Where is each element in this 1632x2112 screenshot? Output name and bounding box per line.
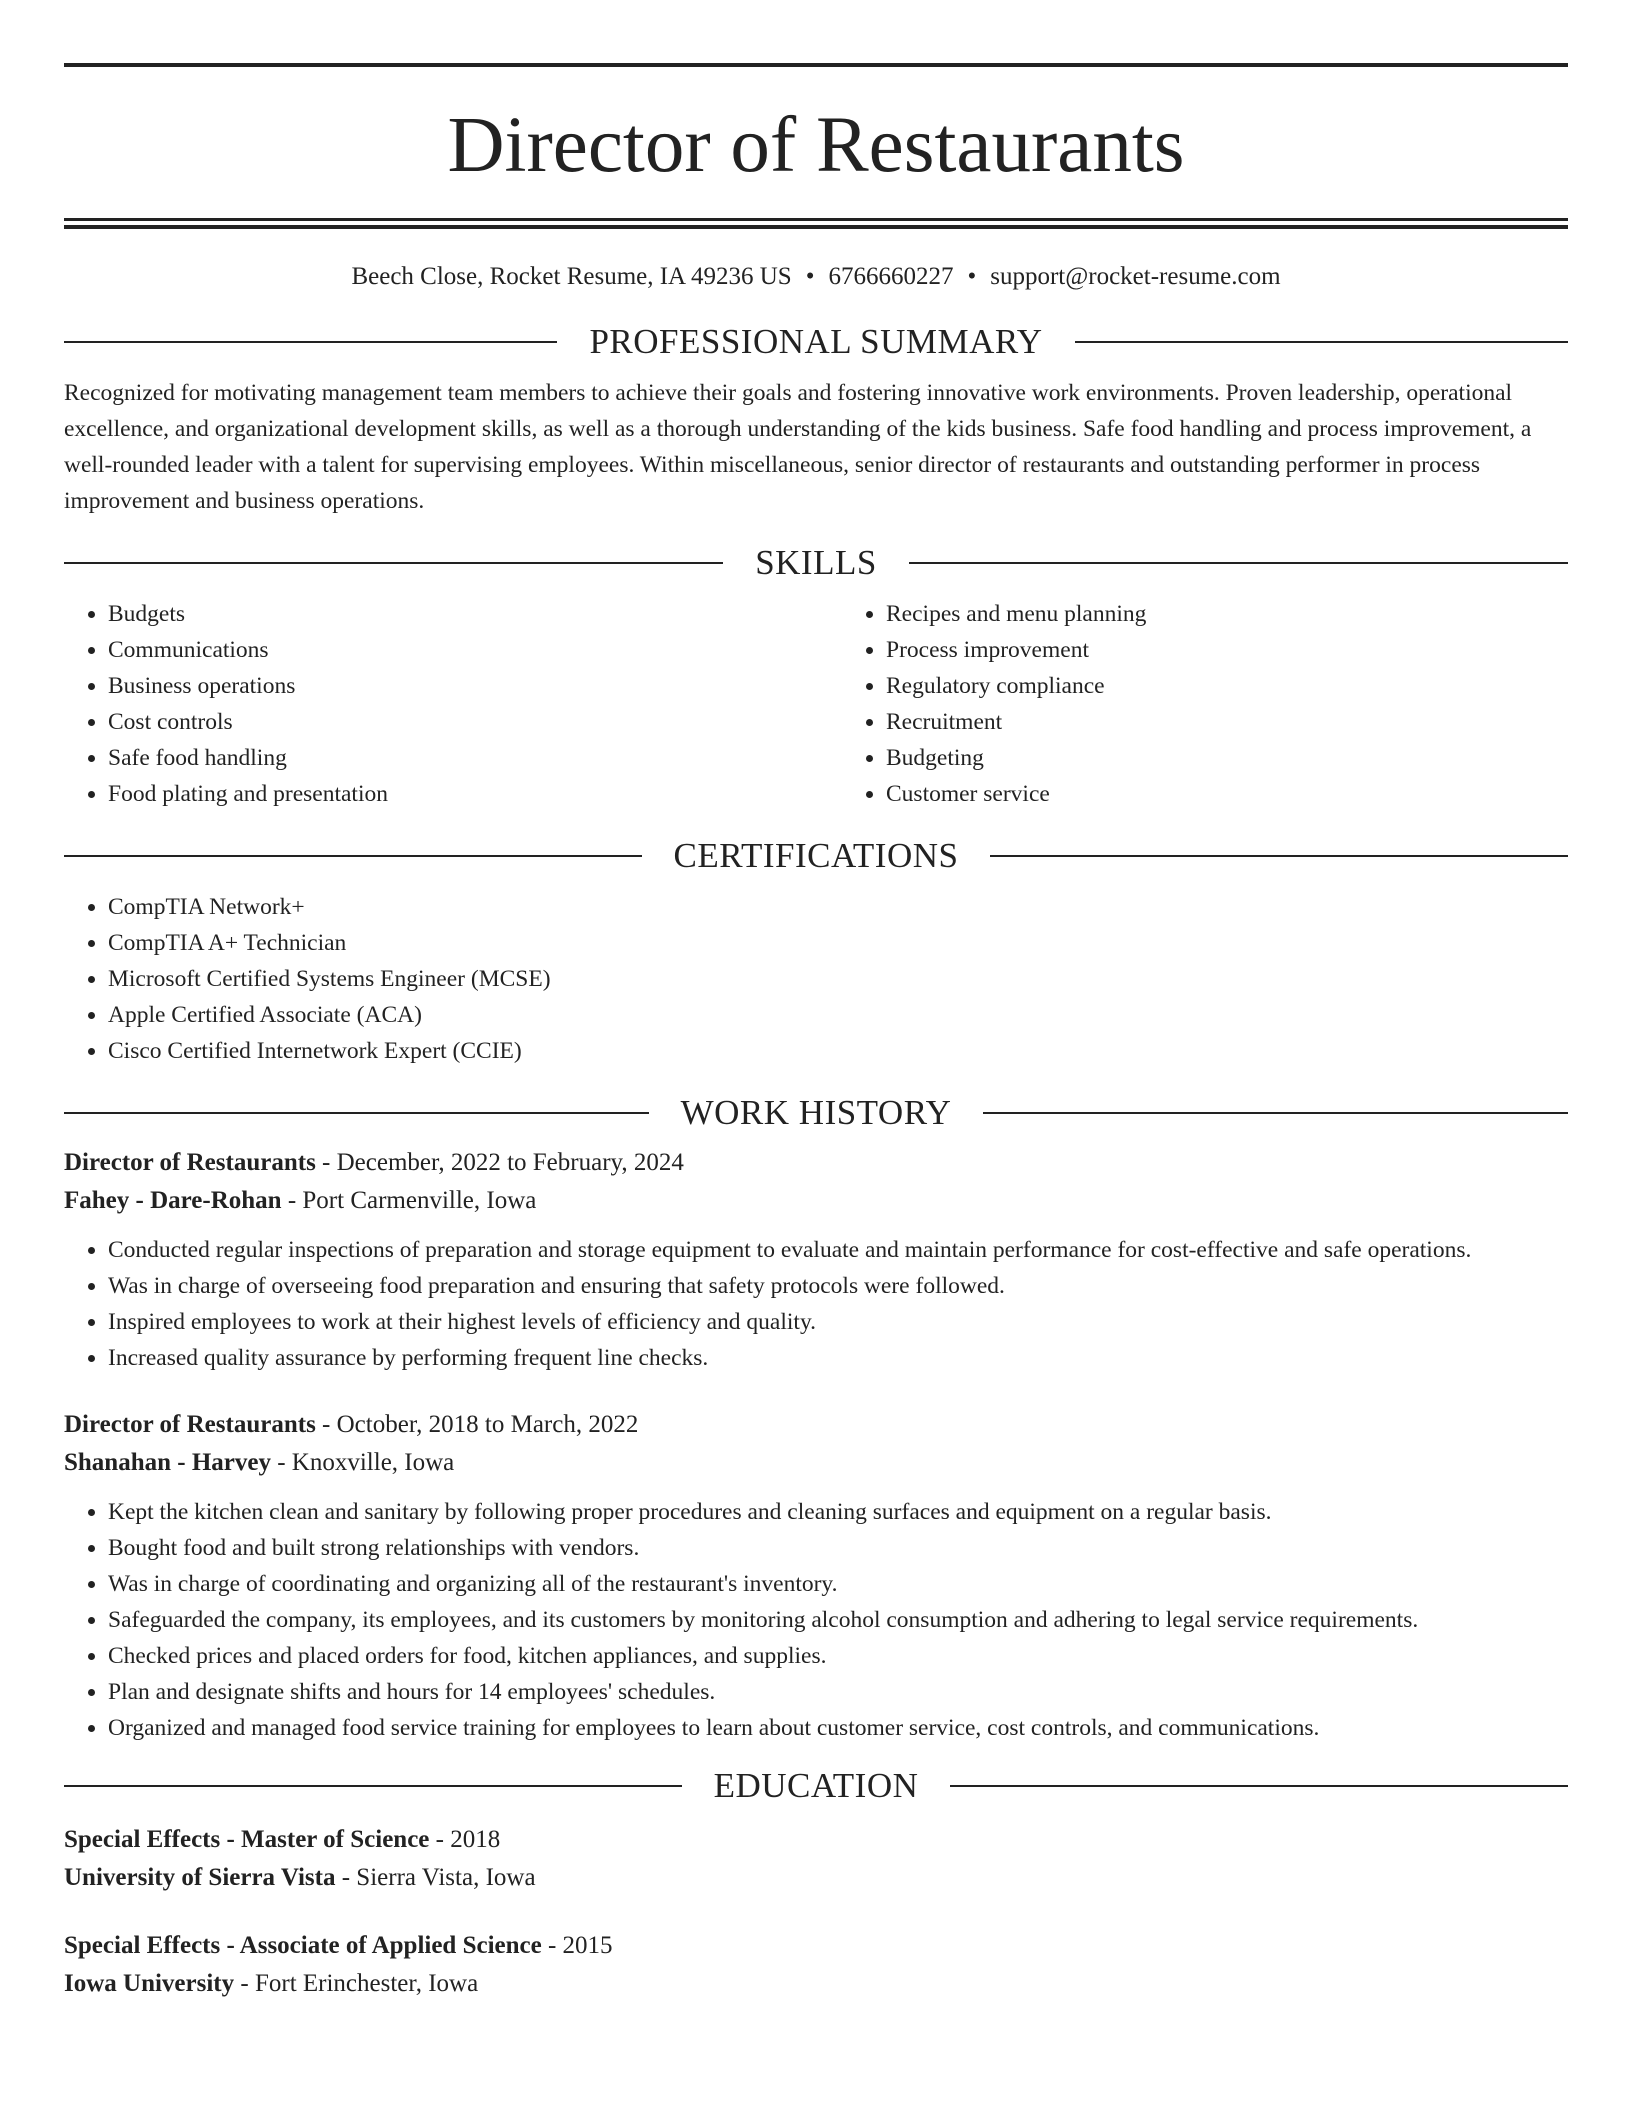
page-title: Director of Restaurants — [447, 102, 1185, 189]
job-company: Shanahan - Harvey — [64, 1449, 271, 1476]
education-year: - 2018 — [429, 1826, 501, 1853]
job-bullet: • Plan and designate shifts and hours for 14 employees' schedules. — [108, 1674, 1568, 1710]
contact-phone: 6766660227 — [828, 263, 954, 290]
job-bullet: • Safeguarded the company, its employees, and its customers by monitoring alcohol consumption and adhering to legal service requirements. — [108, 1602, 1568, 1638]
job-title: Director of Restaurants — [64, 1149, 316, 1176]
job-bullets — [64, 1494, 1568, 1746]
section-heading-skills — [64, 545, 1568, 580]
certification-item: • CompTIA A+ Technician — [108, 925, 1568, 961]
section-title: SKILLS — [755, 543, 877, 582]
job-bullet: • Increased quality assurance by performing frequent line checks. — [108, 1340, 1568, 1376]
contact-separator: • — [805, 263, 815, 290]
job-bullet: • Kept the kitchen clean and sanitary by following proper procedures and cleaning surfaces and equipment on a regular basis. — [108, 1494, 1568, 1530]
heading-rule — [64, 341, 557, 343]
certification-item: • Microsoft Certified Systems Engineer (MCSE) — [108, 961, 1568, 997]
job-bullet: • Checked prices and placed orders for food, kitchen appliances, and supplies. — [108, 1638, 1568, 1674]
education-degree: Special Effects - Associate of Applied Science — [64, 1932, 542, 1959]
section-heading-education — [64, 1768, 1568, 1803]
heading-rule — [990, 855, 1568, 857]
contact-address: Beech Close, Rocket Resume, IA 49236 US — [351, 263, 792, 290]
job-company-line — [64, 1444, 1568, 1482]
job-title-line — [64, 1144, 1568, 1182]
contact-separator: • — [967, 263, 977, 290]
education-degree-line — [64, 1821, 1568, 1859]
section-title: CERTIFICATIONS — [673, 836, 959, 875]
section-heading-work-history — [64, 1095, 1568, 1130]
job-title-line — [64, 1406, 1568, 1444]
job-location: - Port Carmenville, Iowa — [281, 1187, 537, 1214]
job-bullet: • Was in charge of coordinating and organizing all of the restaurant's inventory. — [108, 1566, 1568, 1602]
contact-email: support@rocket-resume.com — [990, 263, 1281, 290]
certification-item: • CompTIA Network+ — [108, 889, 1568, 925]
skill-item: • Budgeting — [886, 740, 1568, 776]
skills-column-right — [816, 596, 1568, 812]
education-degree: Special Effects - Master of Science — [64, 1826, 430, 1853]
education-school: University of Sierra Vista — [64, 1864, 336, 1891]
job-company: Fahey - Dare-Rohan — [64, 1187, 282, 1214]
skill-item: • Budgets — [108, 596, 816, 632]
certification-item: • Cisco Certified Internetwork Expert (CCIE) — [108, 1033, 1568, 1069]
heading-rule — [64, 562, 723, 564]
heading-rule — [950, 1785, 1568, 1787]
job-dates: - December, 2022 to February, 2024 — [315, 1149, 684, 1176]
job-title: Director of Restaurants — [64, 1411, 316, 1438]
education-year: - 2015 — [541, 1932, 613, 1959]
skill-item: • Communications — [108, 632, 816, 668]
skill-item: • Recruitment — [886, 704, 1568, 740]
top-rule — [64, 63, 1568, 67]
skill-item: • Customer service — [886, 776, 1568, 812]
job-entry — [64, 1144, 1568, 1376]
skill-item: • Cost controls — [108, 704, 816, 740]
heading-rule — [64, 1112, 649, 1114]
skill-item: • Recipes and menu planning — [886, 596, 1568, 632]
job-entry — [64, 1406, 1568, 1746]
skill-item: • Regulatory compliance — [886, 668, 1568, 704]
education-entry — [64, 1821, 1568, 1897]
section-title: WORK HISTORY — [680, 1093, 952, 1132]
contact-line — [64, 262, 1568, 292]
job-bullet: • Was in charge of overseeing food preparation and ensuring that safety protocols were followed. — [108, 1268, 1568, 1304]
education-school-line — [64, 1965, 1568, 2003]
job-company-line — [64, 1182, 1568, 1220]
education-school: Iowa University — [64, 1970, 235, 1997]
heading-rule — [64, 1785, 682, 1787]
education-entry — [64, 1927, 1568, 2003]
section-heading-certifications — [64, 838, 1568, 873]
education-school-line — [64, 1859, 1568, 1897]
skills-list — [64, 596, 1568, 812]
skill-item: • Safe food handling — [108, 740, 816, 776]
job-bullet: • Inspired employees to work at their highest levels of efficiency and quality. — [108, 1304, 1568, 1340]
education-degree-line — [64, 1927, 1568, 1965]
job-dates: - October, 2018 to March, 2022 — [315, 1411, 639, 1438]
education-location: - Sierra Vista, Iowa — [335, 1864, 536, 1891]
heading-rule — [1075, 341, 1568, 343]
job-bullet: • Bought food and built strong relationships with vendors. — [108, 1530, 1568, 1566]
job-location: - Knoxville, Iowa — [270, 1449, 455, 1476]
heading-rule — [64, 855, 642, 857]
section-title: EDUCATION — [713, 1766, 919, 1805]
education-location: - Fort Erinchester, Iowa — [234, 1970, 479, 1997]
heading-rule — [909, 562, 1568, 564]
section-title: PROFESSIONAL SUMMARY — [589, 322, 1043, 361]
certification-item: • Apple Certified Associate (ACA) — [108, 997, 1568, 1033]
heading-rule — [983, 1112, 1568, 1114]
skill-item: • Business operations — [108, 668, 816, 704]
title-double-rule — [64, 218, 1568, 229]
job-bullets — [64, 1232, 1568, 1376]
skill-item: • Process improvement — [886, 632, 1568, 668]
certifications-list — [64, 889, 1568, 1069]
summary-text: Recognized for motivating management team members to achieve their goals and fostering innovative work environments. Proven leadership, operational excellence, and organizational development skills, as well as a thorough understanding of the kids business. Safe food handling and process improvement, a well-rounded leader with a talent for supervising employees. Within miscellaneous, senior director of restaurants and outstanding performer in process improvement and business operations. — [64, 380, 1532, 514]
job-bullet: • Organized and managed food service training for employees to learn about customer service, cost controls, and communications. — [108, 1710, 1568, 1746]
job-bullet: • Conducted regular inspections of preparation and storage equipment to evaluate and maintain performance for cost-effective and safe operations. — [108, 1232, 1568, 1268]
skill-item: • Food plating and presentation — [108, 776, 816, 812]
section-heading-summary — [64, 324, 1568, 359]
skills-column-left — [64, 596, 816, 812]
